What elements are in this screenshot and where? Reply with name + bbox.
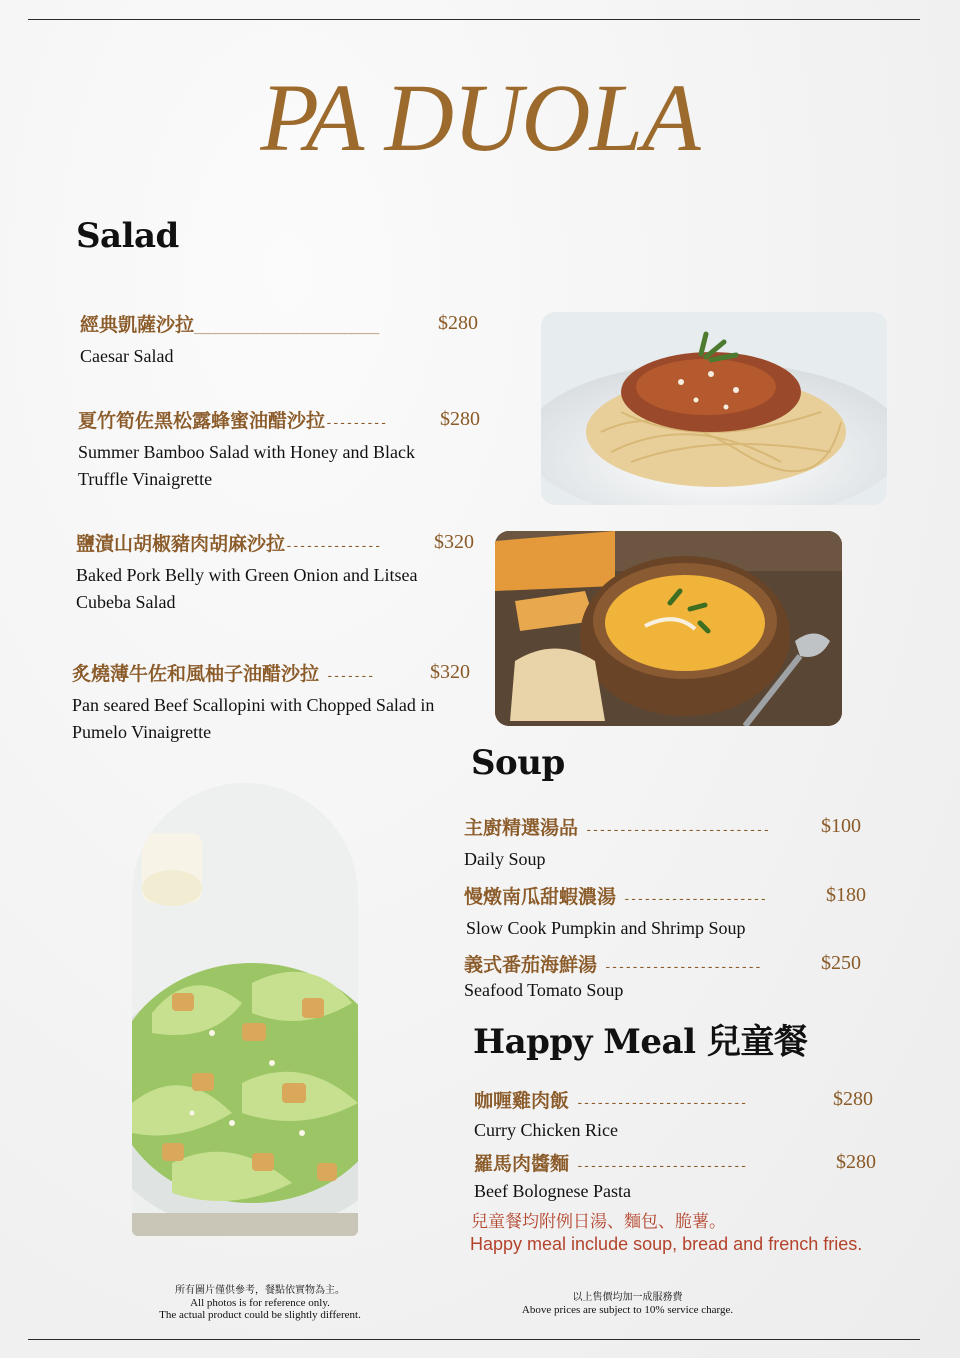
item-name-en: Beef Bolognese Pasta — [474, 1181, 631, 1201]
item-price: $250 — [821, 952, 861, 974]
item-name-en: Slow Cook Pumpkin and Shrimp Soup — [466, 918, 746, 938]
service-charge-note — [490, 1292, 765, 1316]
photo-disclaimer-en-2: The actual product could be slightly different. — [159, 1309, 361, 1321]
happy-meal-heading: Happy Meal 兒童餐 — [473, 1022, 808, 1062]
service-charge-zh: 以上售價均加一成服務費 — [572, 1292, 683, 1303]
dot-leader: ------------------------- — [569, 1159, 747, 1174]
caesar-salad-photo — [132, 783, 358, 1236]
item-name-zh: 經典凱薩沙拉 — [80, 314, 195, 336]
dot-leader: ------- — [319, 669, 374, 684]
photo-disclaimer-zh: 所有圖片僅供參考，餐點依實物為主。 — [175, 1285, 345, 1296]
item-price: $100 — [821, 815, 861, 837]
item-price: $280 — [440, 408, 480, 430]
menu-item — [464, 882, 874, 942]
top-rule — [28, 19, 920, 20]
menu-item — [78, 406, 490, 493]
dot-leader: --------- — [325, 416, 387, 431]
spaghetti-bolognese-photo — [541, 312, 887, 505]
menu-item — [464, 950, 874, 1004]
item-price: $320 — [430, 661, 470, 683]
item-name-en: Daily Soup — [464, 849, 546, 869]
menu-item — [474, 1149, 884, 1205]
item-name-en: Caesar Salad — [80, 346, 174, 366]
item-name-zh: 義式番茄海鮮湯 — [464, 954, 598, 976]
item-name-zh: 鹽漬山胡椒豬肉胡麻沙拉 — [76, 533, 286, 555]
item-name-en: Pan seared Beef Scallopini with Chopped Salad in Pumelo Vinaigrette — [72, 695, 435, 742]
menu-item — [80, 310, 490, 370]
salad-heading: Salad — [76, 216, 179, 256]
item-name-zh: 炙燒薄牛佐和風柚子油醋沙拉 — [72, 663, 320, 685]
item-name-zh: 夏竹筍佐黑松露蜂蜜油醋沙拉 — [78, 410, 326, 432]
item-name-en: Summer Bamboo Salad with Honey and Black Truffle Vinaigrette — [78, 442, 415, 489]
menu-item — [72, 659, 482, 746]
menu-item — [464, 813, 874, 873]
item-name-zh: 羅馬肉醬麵 — [474, 1153, 570, 1175]
dot-leader: --------------------------- — [578, 823, 770, 838]
dot-leader: ------------------------- — [569, 1096, 747, 1111]
item-price: $280 — [836, 1151, 876, 1173]
kids-note-en: Happy meal include soup, bread and french fries. — [470, 1234, 863, 1254]
item-name-zh: 咖喱雞肉飯 — [474, 1090, 570, 1112]
restaurant-logo: PA DUOLA — [260, 64, 700, 171]
item-price: $320 — [434, 531, 474, 553]
photo-disclaimer-en-1: All photos is for reference only. — [190, 1297, 330, 1309]
menu-item — [76, 529, 486, 616]
item-price: $180 — [826, 884, 866, 906]
dot-leader: ___________________________ — [194, 320, 379, 335]
bottom-rule — [28, 1339, 920, 1340]
item-name-zh: 主廚精選湯品 — [464, 817, 579, 839]
kids-note-zh: 兒童餐均附例日湯、麵包、脆薯。 — [471, 1212, 726, 1232]
item-name-zh: 慢燉南瓜甜蝦濃湯 — [464, 886, 617, 908]
item-price: $280 — [833, 1088, 873, 1110]
dot-leader: ----------------------- — [597, 960, 761, 975]
dot-leader: --------------------- — [616, 892, 767, 907]
service-charge-en: Above prices are subject to 10% service charge. — [521, 1304, 734, 1316]
photo-disclaimer — [130, 1285, 390, 1321]
menu-item — [474, 1086, 884, 1144]
pumpkin-soup-photo — [495, 531, 842, 726]
dot-leader: -------------- — [285, 539, 381, 554]
item-name-en: Seafood Tomato Soup — [464, 980, 624, 1000]
item-name-en: Curry Chicken Rice — [474, 1120, 618, 1140]
item-price: $280 — [438, 312, 478, 334]
soup-heading: Soup — [471, 743, 565, 783]
item-name-en: Baked Pork Belly with Green Onion and Litsea Cubeba Salad — [76, 565, 418, 612]
